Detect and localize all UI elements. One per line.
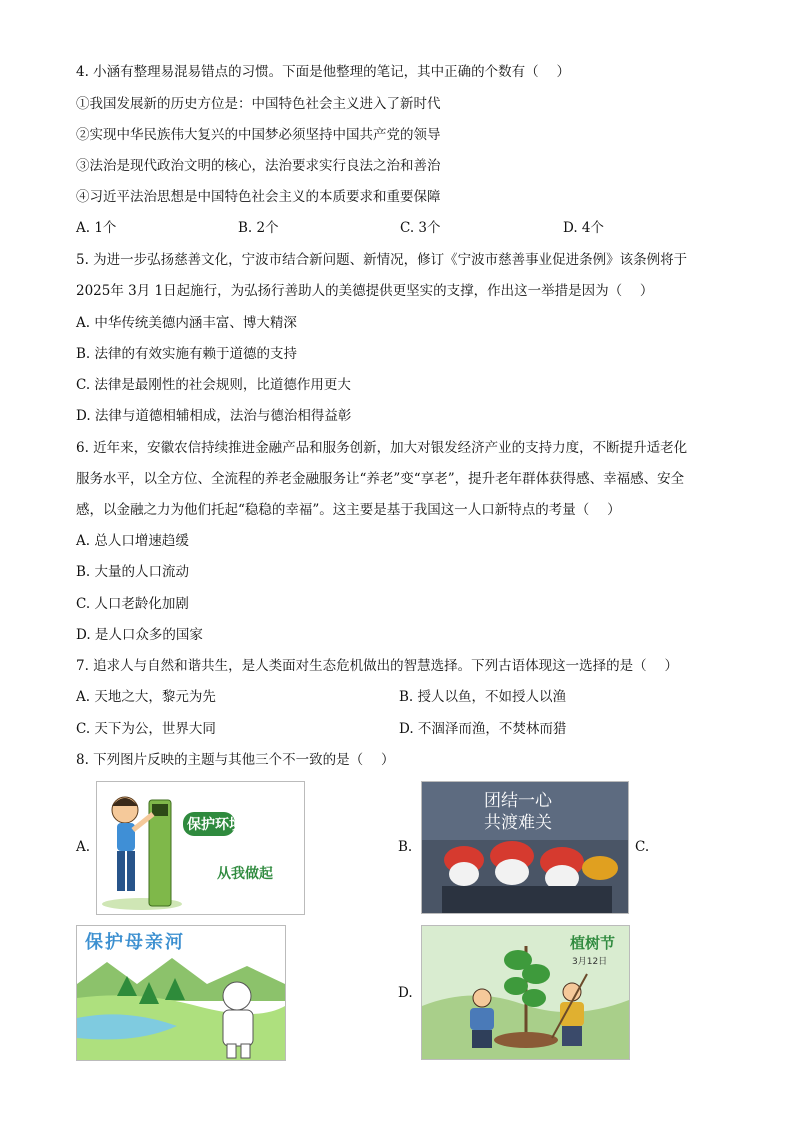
- q8-label-d: D.: [398, 985, 413, 1001]
- picture-b-slogan-line-2: 共渡难关: [484, 813, 552, 833]
- q6-stem-line-2: 服务水平，以全方位、全流程的养老金融服务让“养老”变“享老”，提升老年群体获得感、幸福感、安全: [76, 471, 685, 487]
- picture-b: [421, 781, 629, 914]
- q8-label-b: B.: [398, 839, 413, 855]
- q6-stem-line-1: 6. 近年来，安徽农信持续推进金融产品和服务创新，加大对银发经济产业的支持力度，不断提升适老化: [76, 440, 688, 456]
- picture-d: [421, 925, 630, 1060]
- picture-b-illustration: [422, 782, 628, 913]
- q4-item-3: ③法治是现代政治文明的核心，法治要求实行良法之治和善治: [76, 158, 441, 174]
- picture-d-illustration: [422, 926, 629, 1059]
- q5-stem-line-1: 5. 为进一步弘扬慈善文化，宁波市结合新问题、新情况，修订《宁波市慈善事业促进条例》该条例将于: [76, 252, 688, 268]
- q6-option-b: B. 大量的人口流动: [76, 564, 190, 580]
- q5-option-a: A. 中华传统美德内涵丰富、博大精深: [76, 315, 297, 331]
- q4-option-b: B. 2个: [238, 220, 279, 236]
- q7-option-d: D. 不涸泽而渔，不焚林而猎: [399, 721, 567, 737]
- q5-option-c: C. 法律是最刚性的社会规则，比道德作用更大: [76, 377, 351, 393]
- q4-option-d: D. 4个: [563, 220, 605, 236]
- q4-option-a: A. 1个: [76, 220, 117, 236]
- q4-option-c: C. 3个: [400, 220, 441, 236]
- q4-stem: 4. 小涵有整理易混易错点的习惯。下面是他整理的笔记，其中正确的个数有（ ）: [76, 64, 570, 80]
- q5-option-d: D. 法律与道德相辅相成，法治与德治相得益彰: [76, 408, 352, 424]
- q6-option-a: A. 总人口增速趋缓: [76, 533, 189, 549]
- picture-c-illustration: [77, 926, 285, 1060]
- picture-b-slogan-line-1: 团结一心: [484, 791, 552, 811]
- picture-c-title: 保护母亲河: [85, 932, 185, 953]
- q4-item-4: ④习近平法治思想是中国特色社会主义的本质要求和重要保障: [76, 189, 441, 205]
- q7-stem: 7. 追求人与自然和谐共生，是人类面对生态危机做出的智慧选择。下列古语体现这一选择的是（ ）: [76, 658, 678, 674]
- q4-item-2: ②实现中华民族伟大复兴的中国梦必须坚持中国共产党的领导: [76, 127, 441, 143]
- q6-option-d: D. 是人口众多的国家: [76, 627, 203, 643]
- q6-stem-line-3: 感，以金融之力为他们托起“稳稳的幸福”。这主要是基于我国这一人口新特点的考量（ ）: [76, 502, 621, 518]
- picture-a: [96, 781, 305, 915]
- picture-c: [76, 925, 286, 1061]
- q6-option-c: C. 人口老龄化加剧: [76, 596, 189, 612]
- q8-label-c: C.: [635, 839, 650, 855]
- q7-option-c: C. 天下为公，世界大同: [76, 721, 216, 737]
- q5-stem-line-2: 2025年 3月 1日起施行，为弘扬行善助人的美德提供更坚实的支撑，作出这一举措是因为（ ）: [76, 283, 654, 299]
- q8-label-a: A.: [76, 839, 91, 855]
- q4-item-1: ①我国发展新的历史方位是：中国特色社会主义进入了新时代: [76, 96, 441, 112]
- picture-d-date: 3月12日: [572, 957, 608, 967]
- picture-a-slogan-line-1: 保护环境，: [187, 817, 257, 833]
- picture-d-title: 植树节: [570, 934, 616, 952]
- q7-option-b: B. 授人以鱼，不如授人以渔: [399, 689, 567, 705]
- picture-a-illustration: [97, 782, 304, 914]
- q5-option-b: B. 法律的有效实施有赖于道德的支持: [76, 346, 298, 362]
- q8-stem: 8. 下列图片反映的主题与其他三个不一致的是（ ）: [76, 752, 395, 768]
- q7-option-a: A. 天地之大，黎元为先: [76, 689, 216, 705]
- picture-a-slogan-line-2: 从我做起: [217, 866, 273, 882]
